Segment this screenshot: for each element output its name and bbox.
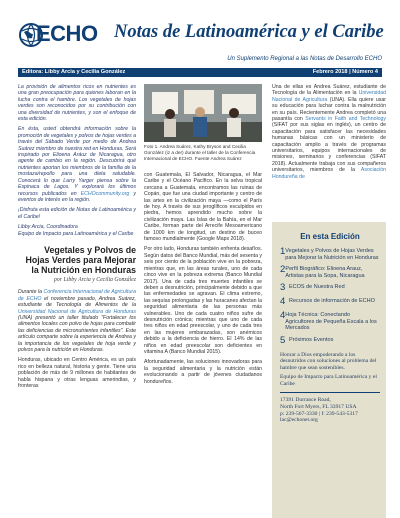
article-title: Vegetales y Polvos de Hojas Verdes para Mejorar la Nutrición en Honduras <box>25 244 136 275</box>
toc-item[interactable] <box>280 265 380 279</box>
right-column <box>272 84 386 184</box>
editors-label: Editora: Libby Arcia y Cecilia González <box>22 69 126 75</box>
toc-number: 3 <box>280 282 286 293</box>
middle-paragraph-2: Por otro lado, Honduras también enfrenta desafíos. Según datos del Banco Mundial, más del sesenta y seis por ciento de la población vive en la pobreza, mientras que, en las áreas rurales, uno de cada cinco vive en la pobreza extrema (Banco Mundial 2017). Una de cada tres muertes infantiles se deben a desnutrición, principalmente debido a que las enfermedades se agravan. El clima extremo, las sequías prolongadas y las huracanes afectan la seguridad alimentaria de las personas más vulnerables. Uno de cada cuatro niños sufre de desnutrición crónica; mientras que uno de cada tres niños en edad preescolar, y uno de cada tres en las mujeres embarazadas, son anémicos debido a la deficiencia de hierro. El 14% de las niños en edad preescolar son deficientes en vitamina A (Banco Mundial 2015). <box>144 246 262 355</box>
toc-number: 4 <box>280 310 286 321</box>
signature: Libby Arcia, Coordinadora Equipo de Impacto para Latinoamérica y el Caribe <box>18 224 134 237</box>
article-paragraph-2: Honduras, ubicado en Centro América, es un país rico en belleza natural, historia y gente. Tiene una población de más de 9 millones de habitantes de habla hispana y otras lenguas amerindias, y fronteras <box>18 357 136 390</box>
logo-wordmark: ECHO <box>36 21 98 46</box>
sifat-link[interactable]: Servants in Faith and Technology <box>305 116 386 123</box>
middle-paragraph-1: con Guatemala, El Salvador, Nicaragua, el Mar Caribe y el Océano Pacífico. En la selva tropical cercana a Guatemala, encontramos las ruinas de Copán, que fue una ciudad importante y centro de las artes en la civilización maya —como el París de hoy. A través de sus jeroglíficos esculpidos en piedra, hemos aprendido mucho sobre la civilización maya. Las Islas de la Bahía, en el Mar Caribe, forman parte del Arrecife Mesoamericano de 1000 km de longitud, un destino de buceo famoso mundialmente (Google Maps 2018). <box>144 172 262 243</box>
middle-column <box>144 172 262 389</box>
toc-label: ECOS de Nuestra Red <box>289 284 345 290</box>
toc-label: Próximos Eventos <box>289 336 334 343</box>
conference-link[interactable]: Conferencia Internacional de Agricultura de ECHO <box>18 289 136 302</box>
toc-item[interactable] <box>280 311 380 332</box>
echocommunity-link[interactable]: ECHOcommunity.org <box>80 190 130 197</box>
closing-text: ¡Disfruta esta edición de Notas de Latinoamérica y el Caribe! <box>18 207 136 220</box>
toc-label: Hoja Técnica: Conectando Agricultores de Pequeña Escala a los Mercados <box>285 312 377 331</box>
address-line-2: North Fort Myers, FL 33917 USA <box>280 404 357 411</box>
toc-item[interactable] <box>280 247 380 261</box>
intro-paragraph: La provisión de alimentos ricos en nutrientes es una gran preocupación para quienes laboran en la lucha contra el hambre. Los vegetales de hojas verdes son reconocidos por su contribución con una diversidad de nutrientes, y son el enfoque de esta edición. <box>18 84 136 123</box>
address-line-1: 17391 Durrance Road, <box>280 397 331 404</box>
sidebar-title: En esta Edición <box>300 232 360 241</box>
left-column <box>18 84 136 393</box>
article-byline: por Libby Arcia y Cecilia González <box>54 276 136 283</box>
editor-bar <box>18 68 382 77</box>
article-paragraph-1: Durante la Conferencia Internacional de Agricultura de ECHO el noviembre pasado, Andrea Suárez, estudiante de Tecnología de Alimentos de la Universidad Nacional de Agricultura de Honduras (UNA) presentó un taller titulado "Fortalecer los alimentos locales con polvo de hojas para combatir las deficiencias de micronutrientes infantiles". Este artículo comparte sobre la experiencia de Andrea y la importancia de los vegetales de hoja verde y polvos para la nutrición en Honduras. <box>18 289 136 353</box>
issue-label: Febrero 2018 | Número 4 <box>312 69 378 75</box>
toc-number: 5 <box>280 334 286 346</box>
sidebar-divider <box>280 392 380 393</box>
right-paragraph-1: Una de ellas es Andrea Suárez, estudiante de Tecnología de la Alimentación en la Universidad Nacional de Agricultura (UNA). Ella quiere usar su educación para luchar contra la malnutrición en su país. Recientemente Andrea completó una pasantía con Servants in Faith and Technology (SIFAT por sus siglas en inglés), un centro de capacitación para satisfacer las necesidades humanas básicas con un ministerio de capacitación amplio a través de programas universitarios, equipos internacionales de misiones, seminarios y conferencias (SIFAT 2018). Actualmente trabaja con sus compañeros universitarios, miembros de la Asociación Hondureña de <box>272 84 387 180</box>
toc-item[interactable] <box>280 283 380 293</box>
page-title: Notas de Latinoamérica y el Caribe <box>114 22 384 42</box>
echo-logo <box>18 20 114 50</box>
phone-fax: p: 239-567-3330 | f: 239-543-5317 <box>280 410 358 417</box>
asociacion-link[interactable]: Asociación Hondureña de <box>272 167 387 180</box>
sidebar-in-this-issue <box>272 222 386 518</box>
toc-number: 4 <box>280 296 286 307</box>
toc-item[interactable] <box>280 336 380 346</box>
workshop-photo <box>144 84 262 142</box>
toc-number: 2 <box>280 264 286 275</box>
toc-label: Perfil Biográfico: Elioena Arauz, Artistas para la Sopa, Nicaragua <box>285 266 365 279</box>
una-link-2[interactable]: Universidad Nacional de Agricultura <box>272 90 386 103</box>
intro-paragraph-2: En ésta, usted obtendrá información sobre la promoción de vegetales y polvos de hojas verdes a través del Sábado Verde por medio de Andrea Suárez miembro de nuestra red en Honduras. Será inspirado por Elioena Aráuz de Nicaragua, otro agente de cambio en la región. Descubrirá qué nutrientes aportan los miembros de la familia de la mostaza/repollo para una dieta saludable. Conocerá lo que Larry Yarger piensa sobre la Espinaca de Lagos. Y explorará los últimos recursos publicados en ECHOcommunity.org y eventos de interés en la región. <box>18 126 136 203</box>
toc-item[interactable] <box>280 297 380 307</box>
header <box>18 18 382 68</box>
una-link[interactable]: Universidad Nacional de Agricultura de Honduras <box>18 308 136 315</box>
email-link[interactable]: lac@echonet.org <box>280 417 318 424</box>
subtitle: Un Suplemento Regional a las Notas de Desarrollo ECHO <box>227 56 382 62</box>
toc-number: 1 <box>280 246 286 257</box>
team-name: Equipo de Impacto para Latinoamérica y el Caribe <box>280 374 377 387</box>
middle-paragraph-3: Afortunadamente, las soluciones innovadoras para la seguridad alimentaria y la nutrición están evolucionando a partir de jóvenes ciudadanos hondureños. <box>144 359 262 385</box>
toc-label: Vegetales y Polvos de Hojas Verdes para Mejorar la Nutrición en Honduras <box>285 248 379 261</box>
mission-statement: Honrar a Dios empoderando a los desnutridos con soluciones al problema del hambre que sean sostenibles. <box>280 351 377 371</box>
photo-caption: Foto 1. Andrea Suárez, Kathy Bryson and Cecilia González (iz a der) durante el taller de la Conferencia Internacional de ECHO. Fuente Andrea Suárez <box>144 144 256 161</box>
toc-label: Recursos de información de ECHO <box>289 298 375 304</box>
